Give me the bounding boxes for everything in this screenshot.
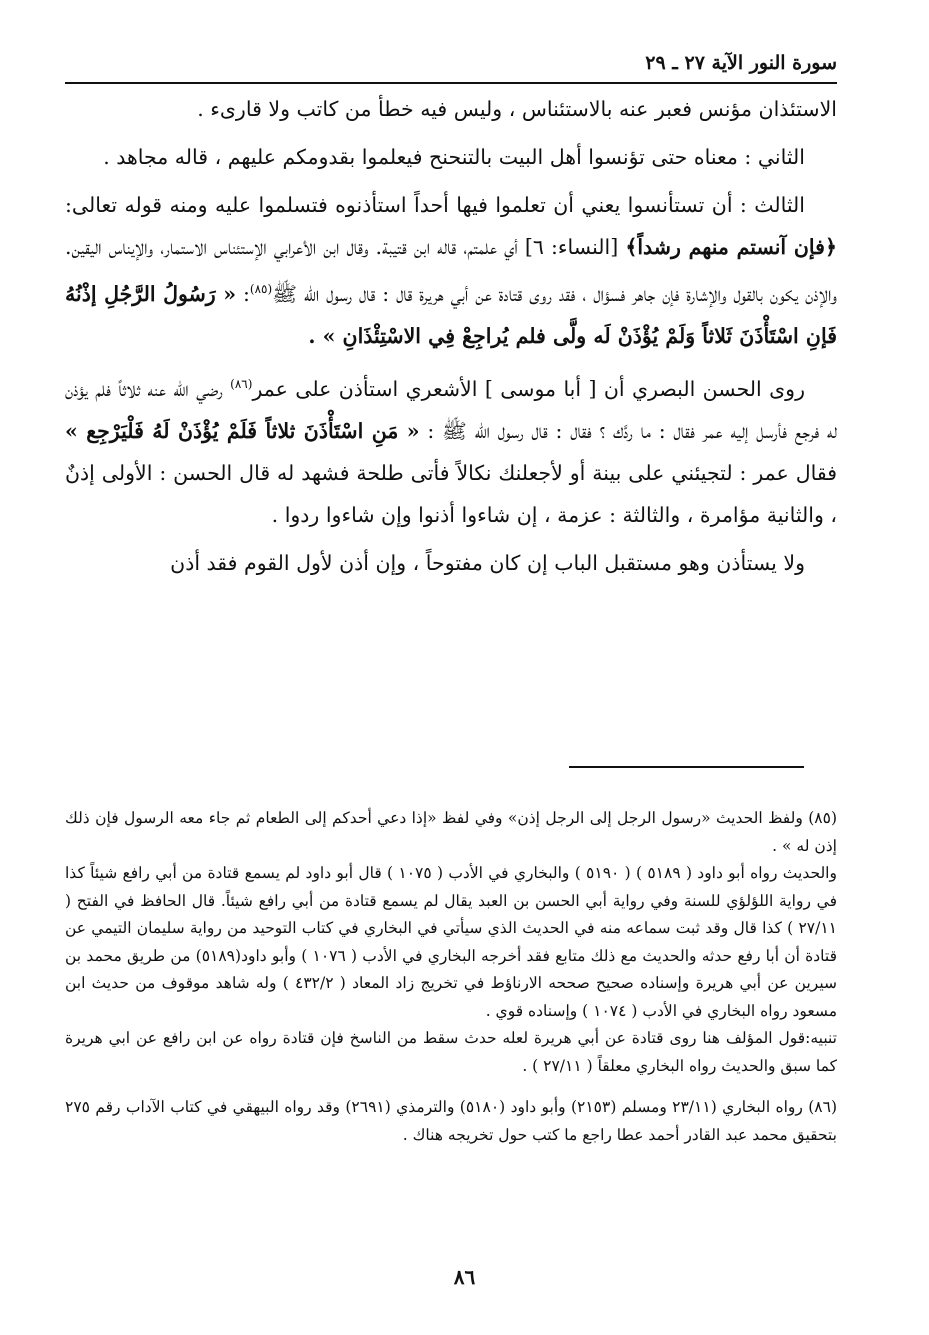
- page-number: ٨٦: [453, 1265, 476, 1289]
- hadith-quote-2: « مَنِ اسْتَأْذَنَ ثلاثاً فَلَمْ يُؤْذَنْ لَهُ فَلْيَرْجِع »: [65, 418, 420, 443]
- running-header: [65, 48, 837, 84]
- footnote-85-note: تنبيه:قول المؤلف هنا روى قتادة عن أبي هريرة لعله حدث سقط من الناسخ فإن قتادة رواه عن ابن رافع عن ابي هريرة كما سبق والحديث رواه البخاري معلقاً ( ٢٧/١١ ) .: [65, 1029, 837, 1075]
- paragraph-4-text-c: فقال عمر : لتجيئني على بينة أو لأجعلنك نكالاً فأتى طلحة فشهد له قال الحسن : الأولى إذنٌ ، والثانية مؤامرة ، والثالثة : عزمة ، إن شاءوا أذنوا وإن شاءوا ردوا .: [65, 460, 837, 527]
- paragraph-3: [65, 184, 837, 357]
- footnote-85-sources: والحديث رواه أبو داود ( ٥١٨٩ ) ( ٥١٩٠ ) والبخاري في الأدب ( ١٠٧٥ ) قال أبو داود لم يسمع قتادة من أبي رافع شيئاً كذا في رواية اللؤلؤي للسنة وفي رواية أبي الحسن بن العبد يقال لم يسمع قتادة من أبي رافع شيئاً. قال الحافظ في الفتح ( ٢٧/١١ ) كذا قال وقد ثبت سماعه منه في الحديث الذي سيأتي في البخاري في كتاب التوحيد من رواية سليمان التيمي عن قتادة أن أبا رفع حدثه والحديث مع ذلك متابع فقد أخرجه البخاري في الأدب ( ١٠٧٦ ) وأبو داود(٥١٨٩) من طريق محمد بن سيرين عن أبي هريرة وإسناده صحيح صححه الارناؤط في تخريج زاد المعاد ( ٤٣٢/٢ ) وله شاهد موقوف من حديث ابن مسعود رواه البخاري في الأدب ( ١٠٧٤ ) وإسناده قوي .: [65, 864, 837, 1020]
- header-title: سورة النور الآية ٢٧ ـ ٢٩: [645, 52, 837, 74]
- paragraph-4: [65, 363, 837, 536]
- footnotes: [65, 805, 837, 1149]
- footnote-separator: [569, 766, 804, 768]
- footnote-86: (٨٦) رواه البخاري (٢٣/١١ ومسلم (٢١٥٣) وأبو داود (٥١٨٠) والترمذي (٢٦٩١) وقد رواه البيهقي في كتاب الآداب رقم ٢٧٥ بتحقيق محمد عبد القادر أحمد عطا راجع ما كتب حول تخريجه هناك .: [65, 1098, 838, 1144]
- paragraph-3-text-b: [النساء: ٦] أي علمتم، قاله ابن قتيبة. وقال ابن الأعرابي الإستئناس الاستمار، والإيناس اليقين. والإذن يكون بالقول والإشارة فإن جاهر فسؤال ، فقد روى قتادة عن أبي هريرة قال : قال رسول الله ﷺ: [65, 235, 838, 306]
- hadith-quote-1: « رَسُولُ الرَّجُلِ إذْنُهُ فَإنِ اسْتَأْذَنَ ثَلاثاً وَلَمْ يُؤْذَنْ لَه ولَّى فلم يُراجِعْ فِي الاسْتِئْذَانِ » .: [65, 281, 837, 348]
- paragraph-3-colon: :: [243, 281, 250, 306]
- footnote-ref-86: (٨٦): [230, 376, 253, 391]
- quran-verse: ﴿فإن آنستم منهم رشداً﴾: [625, 235, 837, 259]
- paragraph-5: ولا يستأذن وهو مستقبل الباب إن كان مفتوحاً ، وإن أذن لأول القوم فقد أذن: [170, 550, 805, 575]
- paragraph-1: الاستئذان مؤنس فعبر عنه بالاستئناس ، وليس فيه خطأ من كاتب ولا قارىء .: [197, 97, 837, 121]
- footnote-ref-85: (٨٥): [249, 282, 273, 296]
- paragraph-3-text-a: الثالث : أن تستأنسوا يعني أن تعلموا فيها أحداً استأذنوه فتسلموا عليه ومنه قوله تعالى:: [65, 193, 805, 217]
- paragraph-4-text-b: رضي الله عنه ثلاثاً فلم يؤذن له فرجع فأرسل إليه عمر فقال : ما ردَّك ؟ فقال : قال رسول الله ﷺ :: [65, 376, 837, 443]
- paragraph-2: الثاني : معناه حتى تؤنسوا أهل البيت بالتنحنح فيعلموا بقدومكم عليهم ، قاله مجاهد .: [103, 145, 805, 169]
- paragraph-4-text-a: روى الحسن البصري أن [ أبا موسى ] الأشعري استأذن على عمر: [252, 376, 805, 401]
- footnote-85-line: (٨٥) ولفظ الحديث «رسول الرجل إلى الرجل إذن» وفي لفظ «إذا دعي أحدكم إلى الطعام ثم جاء معه الرسول فإن ذلك إذن له » .: [65, 809, 837, 855]
- main-text: [65, 88, 837, 590]
